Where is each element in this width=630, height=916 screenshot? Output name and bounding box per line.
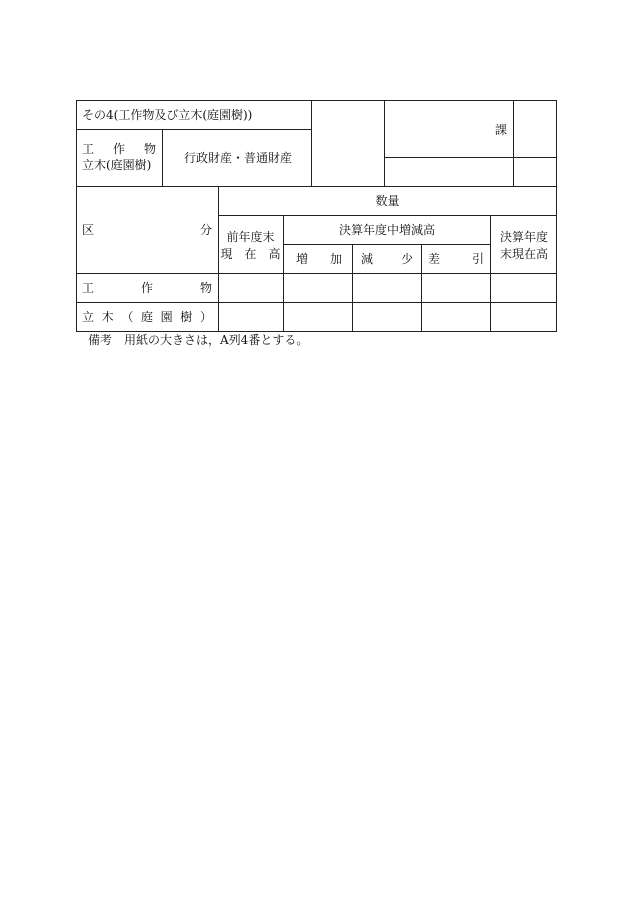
header-divider-1 <box>311 100 312 187</box>
decrease-column-divider <box>421 244 422 332</box>
label-structures-char-3: 物 <box>143 142 156 156</box>
row-label-standing-trees <box>82 310 212 324</box>
header-left-border <box>76 100 77 187</box>
label-structures-char-2: 作 <box>112 142 125 156</box>
note-text: 用紙の大きさは，A列4番とする。 <box>124 333 309 347</box>
row-1-char-3: 物 <box>199 281 212 295</box>
label-standing-trees: 立木(庭園樹) <box>82 158 152 172</box>
row-2-char-2: 木 <box>101 310 114 324</box>
header-label-divider <box>162 129 163 187</box>
difference-header-left: 差 <box>428 252 441 266</box>
row-2-char-7: ） <box>199 310 212 324</box>
decrease-header-right: 少 <box>400 252 413 266</box>
table-header-bottom <box>76 273 557 274</box>
increase-header-left: 増 <box>296 252 309 266</box>
header-right-border <box>556 100 557 187</box>
current-year-header-line-1: 決算年度 <box>499 230 548 244</box>
change-header: 決算年度中増減高 <box>338 223 435 237</box>
form-title: その4(工作物及び立木(庭園樹)) <box>82 108 253 122</box>
section-label: 課 <box>495 123 508 137</box>
decrease-header-left: 減 <box>361 252 374 266</box>
difference-header <box>428 252 484 266</box>
change-header-bottom <box>283 244 491 245</box>
current-year-header-line-2: 末現在高 <box>499 247 548 261</box>
table-bottom-border <box>76 331 557 332</box>
decrease-header <box>361 252 413 266</box>
table-left-border <box>76 186 77 332</box>
header-divider-3 <box>513 100 514 187</box>
increase-column-divider <box>352 244 353 332</box>
label-structures-char-1: 工 <box>82 142 95 156</box>
row-1-char-2: 作 <box>140 281 153 295</box>
increase-header <box>296 252 342 266</box>
row-2-char-4: 庭 <box>140 310 153 324</box>
division-header-right: 分 <box>199 223 212 237</box>
row-2-char-3: （ <box>121 310 134 324</box>
property-type: 行政財産・普通財産 <box>184 151 293 165</box>
increase-header-right: 加 <box>329 252 342 266</box>
header-divider-2 <box>384 100 385 187</box>
quantity-header-bottom <box>218 215 557 216</box>
division-header <box>82 223 212 237</box>
difference-header-right: 引 <box>471 252 484 266</box>
header-top-border <box>76 100 557 101</box>
row-label-structures <box>82 281 212 295</box>
note-prefix: 備考 <box>88 333 113 347</box>
form-note <box>88 333 308 347</box>
division-header-left: 区 <box>82 223 95 237</box>
header-mid-border-right <box>384 157 557 158</box>
quantity-header: 数量 <box>375 194 400 208</box>
prev-year-header-line-1: 前年度末 <box>226 230 275 244</box>
row-1-bottom <box>76 302 557 303</box>
prev-year-header-line-2: 現 在 高 <box>220 247 281 261</box>
label-structures <box>82 142 156 156</box>
table-top-border <box>76 186 557 187</box>
row-2-char-5: 園 <box>160 310 173 324</box>
row-1-char-1: 工 <box>82 281 95 295</box>
row-2-char-1: 立 <box>82 310 95 324</box>
header-mid-border-left <box>76 129 312 130</box>
row-2-char-6: 樹 <box>180 310 193 324</box>
